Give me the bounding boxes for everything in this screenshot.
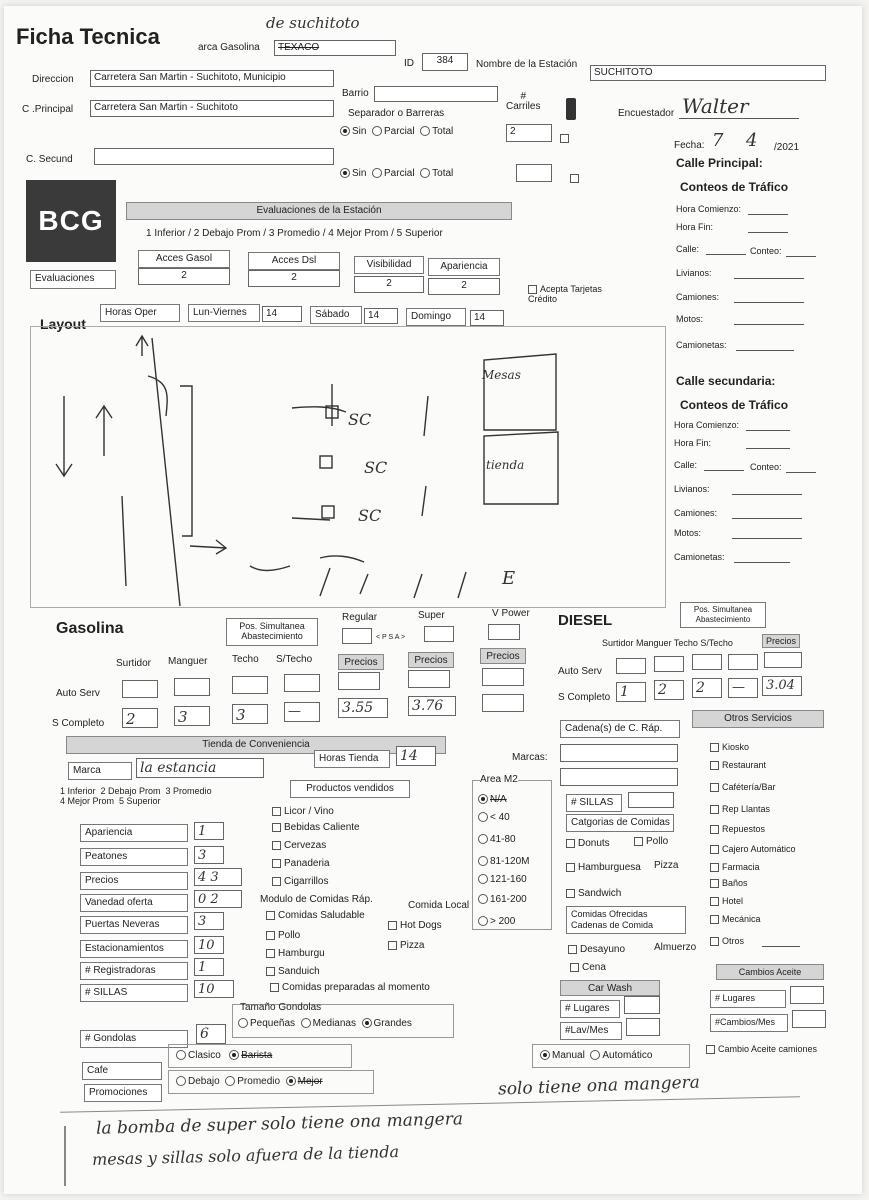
cadena-sillas-field[interactable] — [628, 792, 674, 808]
layout-mesas: Mesas — [482, 368, 521, 382]
conteo-2: Conteo: — [750, 462, 782, 472]
gas-as-surtidor[interactable] — [122, 680, 158, 698]
gas-precios-3: Precios — [480, 648, 526, 664]
cambios-title: Cambios Aceite — [716, 964, 824, 980]
gas-sc-surtidor[interactable]: 2 — [122, 708, 158, 728]
gas-surtidor-header: Surtidor — [116, 658, 152, 669]
cat-pollo[interactable]: Pollo — [634, 836, 668, 847]
diesel-title: DIESEL — [558, 612, 613, 629]
tienda-row-label-2: Precios — [80, 872, 188, 890]
gondolas-field[interactable]: 6 — [196, 1024, 226, 1044]
encuestador-label: Encuestador — [618, 108, 675, 119]
csecund-label: C. Secund — [26, 154, 73, 165]
comidas-ofrecidas-label: Comidas Ofrecidas Cadenas de Comida — [566, 906, 686, 934]
fecha-day: 7 — [712, 130, 724, 151]
gondolas-label: # Gondolas — [80, 1030, 188, 1048]
sabado-label: Sábado — [310, 306, 362, 324]
promo-options[interactable]: Debajo Promedio Mejor — [176, 1076, 323, 1087]
camionetas-2: Camionetas: — [674, 552, 725, 562]
tienda-title: Tienda de Conveniencia — [66, 736, 446, 754]
carriles2-check[interactable] — [570, 170, 582, 188]
comida-pizza[interactable]: Pizza — [388, 940, 424, 951]
fecha-label: Fecha: — [674, 140, 705, 151]
traffic-light-icon — [566, 98, 576, 120]
tienda-row-label-4: Puertas Neveras — [80, 916, 188, 934]
lun-viernes-field[interactable]: 14 — [262, 306, 302, 322]
diesel-sc-techo[interactable]: 2 — [692, 678, 722, 698]
layout-sc-2: SC — [364, 458, 388, 477]
layout-sketch — [30, 326, 666, 608]
horas-oper-label: Horas Oper — [100, 304, 180, 322]
horas-tienda-field[interactable]: 14 — [396, 746, 436, 766]
cafe-label: Cafe — [82, 1062, 162, 1080]
diesel-headers: Surtidor Manguer Techo S/Techo — [602, 638, 733, 648]
form-page — [4, 6, 862, 1194]
marcas-label: Marcas: — [512, 752, 548, 763]
cambios-lugares-label: # Lugares — [710, 990, 786, 1008]
horas-tienda-label: Horas Tienda — [314, 750, 390, 768]
carriles-field[interactable]: 2 — [506, 124, 552, 142]
area-option-1[interactable]: < 40 — [478, 812, 510, 823]
layout-title: Layout — [40, 316, 86, 332]
csecund-field[interactable] — [94, 148, 334, 165]
promociones-label: Promociones — [84, 1084, 162, 1102]
tienda-row-value-3[interactable]: 0 2 — [194, 890, 242, 908]
calle-1: Calle: — [676, 244, 700, 254]
acces-gasol-label: Acces Gasol — [138, 250, 230, 268]
carwash-lavmes-field[interactable] — [626, 1018, 660, 1036]
producto-4[interactable]: Cigarrillos — [272, 876, 328, 887]
diesel-sc-surtidor[interactable]: 1 — [616, 682, 646, 702]
note-line-2: la bomba de super solo tiene ona mangera — [95, 1109, 464, 1139]
producto-1[interactable]: Bebidas Caliente — [272, 822, 360, 833]
gas-as-price-2[interactable] — [408, 670, 450, 688]
otros-item-4[interactable]: Repuestos — [710, 824, 765, 834]
gas-as-price-3[interactable] — [482, 668, 524, 686]
acces-gasol-field[interactable]: 2 — [138, 268, 230, 285]
note-line-3: mesas y sillas solo afuera de la tienda — [91, 1141, 400, 1170]
marca-field[interactable]: TEXACO — [274, 40, 396, 56]
comida-sanduich[interactable]: Sanduich — [266, 966, 320, 977]
tienda-row-value-0[interactable]: 1 — [194, 822, 224, 840]
diesel-s-completo-label: S Completo — [558, 692, 611, 703]
conteos-title-1: Conteos de Tráfico — [680, 180, 789, 194]
producto-3[interactable]: Panaderia — [272, 858, 330, 869]
otros-item-8[interactable]: Hotel — [710, 896, 743, 906]
cat-donuts[interactable]: Donuts — [566, 838, 610, 849]
conteo-1: Conteo: — [750, 246, 782, 256]
cat-desayuno[interactable]: Desayuno — [568, 944, 625, 955]
barrio-label: Barrio — [342, 88, 369, 99]
tienda-row-value-1[interactable]: 3 — [194, 846, 224, 864]
diesel-as-manguer[interactable] — [654, 656, 684, 672]
camiones-2: Camiones: — [674, 508, 718, 518]
calle-2: Calle: — [674, 460, 698, 470]
gas-auto-serv-label: Auto Serv — [56, 688, 100, 699]
gas-as-price-1[interactable] — [338, 672, 380, 690]
diesel-sc-manguer[interactable]: 2 — [654, 680, 684, 700]
otros-item-2[interactable]: Cafétería/Bar — [710, 782, 776, 792]
productos-title: Productos vendidos — [290, 780, 410, 798]
evaluaciones-label: Evaluaciones — [30, 270, 116, 289]
id-field[interactable]: 384 — [422, 53, 468, 71]
area-option-5[interactable]: 161-200 — [478, 894, 527, 905]
barrio-field[interactable] — [374, 86, 498, 102]
id-label: ID — [404, 58, 414, 69]
cat-cena[interactable]: Cena — [570, 962, 606, 973]
diesel-sc-stecho[interactable]: — — [728, 678, 758, 698]
lun-viernes-label: Lun-Viernes — [188, 304, 260, 322]
diesel-as-price[interactable] — [764, 652, 802, 668]
diesel-as-stecho[interactable] — [728, 654, 758, 670]
cambios-mes-label: #Cambios/Mes — [710, 1014, 788, 1032]
cprincipal-field[interactable]: Carretera San Martin - Suchitoto — [90, 100, 334, 117]
comida-saludable[interactable]: Comidas Saludable — [266, 910, 365, 921]
regular-label: Regular — [342, 612, 378, 623]
carwash-lugares-field[interactable] — [624, 996, 660, 1014]
livianos-1: Livianos: — [676, 268, 712, 278]
super-label: Super — [418, 610, 445, 621]
livianos-2: Livianos: — [674, 484, 710, 494]
gas-stecho-header: S/Techo — [276, 654, 313, 665]
diesel-pos-sim: Pos. Simultanea Abastecimiento — [680, 602, 766, 628]
vpower-pos-box[interactable] — [488, 624, 520, 640]
cambios-mes-field[interactable] — [792, 1010, 826, 1028]
camionetas-1: Camionetas: — [676, 340, 727, 350]
note-line-1: solo tiene ona mangera — [497, 1072, 701, 1100]
visibilidad-field[interactable]: 2 — [354, 276, 424, 293]
diesel-precios: Precios — [762, 634, 800, 648]
gas-as-techo[interactable] — [232, 676, 268, 694]
notes-edge — [64, 1126, 66, 1186]
cambio-camiones[interactable]: Cambio Aceite camiones — [706, 1044, 817, 1054]
domingo-field[interactable]: 14 — [470, 310, 504, 326]
gas-precios-1: Precios — [338, 654, 384, 670]
otros-item-9[interactable]: Mecánica — [710, 914, 761, 924]
cadena-field-2[interactable] — [560, 768, 678, 786]
estacion-label: Nombre de la Estación — [476, 59, 578, 70]
gasolina-title: Gasolina — [56, 620, 124, 637]
cat-almuerzo: Almuerzo — [654, 942, 697, 953]
cadena-title: Cadena(s) de C. Ráp. — [560, 720, 680, 738]
area-option-0[interactable]: N/A — [478, 794, 507, 805]
otros-item-6[interactable]: Farmacia — [710, 862, 760, 872]
conteos-title-2: Conteos de Tráfico — [680, 398, 789, 412]
separador-label: Separador o Barreras — [348, 108, 445, 119]
diesel-auto-serv-label: Auto Serv — [558, 666, 602, 677]
tarjetas-option[interactable]: Acepta Tarjetas Crédito — [528, 284, 602, 305]
tienda-row-label-7: # SILLAS — [80, 984, 188, 1002]
tienda-row-label-0: Apariencia — [80, 824, 188, 842]
diesel-as-surtidor[interactable] — [616, 658, 646, 674]
tamano-label: Tamaño Gondolas — [240, 1002, 322, 1013]
cadena-sillas-label: # SILLAS — [566, 794, 622, 812]
gas-manguer-header: Manguer — [168, 656, 208, 667]
super-pos-box[interactable] — [424, 626, 454, 642]
otros-item-10[interactable]: Otros — [710, 936, 744, 946]
otros-item-0[interactable]: Kiosko — [710, 742, 749, 752]
producto-2[interactable]: Cervezas — [272, 840, 326, 851]
evaluaciones-title: Evaluaciones de la Estación — [126, 202, 512, 220]
gas-sc-manguer[interactable]: 3 — [174, 706, 210, 726]
camiones-1: Camiones: — [676, 292, 720, 302]
comida-preparadas[interactable]: Comidas preparadas al momento — [270, 982, 430, 993]
carriles-label: # Carriles — [506, 91, 541, 112]
modulo-label: Modulo de Comidas Ráp. — [260, 894, 373, 905]
cambios-lugares-field[interactable] — [790, 986, 824, 1004]
hora-comienzo-2: Hora Comienzo: — [674, 420, 740, 430]
acces-dsl-label: Acces Dsl — [248, 252, 340, 270]
comida-hamburgu[interactable]: Hamburgu — [266, 948, 325, 959]
vpower-label: V Power — [492, 608, 530, 619]
acces-dsl-field[interactable]: 2 — [248, 270, 340, 287]
gas-precios-2: Precios — [408, 652, 454, 668]
encuestador-value: Walter — [682, 94, 749, 118]
carriles2-field[interactable] — [516, 164, 552, 182]
gas-techo-header: Techo — [232, 654, 259, 665]
hora-fin-2: Hora Fin: — [674, 438, 712, 448]
marca-label: arca Gasolina — [198, 42, 260, 53]
area-title: Area M2 — [480, 774, 518, 785]
direccion-field[interactable]: Carretera San Martin - Suchitoto, Municipio — [90, 70, 334, 87]
producto-0[interactable]: Licor / Vino — [272, 806, 334, 817]
layout-sc-1: SC — [348, 410, 372, 429]
motos-1: Motos: — [676, 314, 704, 324]
cprincipal-label: C .Principal — [22, 104, 74, 115]
apariencia-label: Apariencia — [428, 258, 500, 276]
estacion-field[interactable]: SUCHITOTO — [590, 65, 826, 81]
tienda-row-value-2[interactable]: 4 3 — [194, 868, 242, 886]
calle-principal-title: Calle Principal: — [676, 156, 763, 170]
area-option-6[interactable]: > 200 — [478, 916, 515, 927]
evaluaciones-scale: 1 Inferior / 2 Debajo Prom / 3 Promedio / 4 Mejor Prom / 5 Superior — [146, 228, 443, 239]
otros-item-3[interactable]: Rep Llantas — [710, 804, 770, 814]
area-option-3[interactable]: 81-120M — [478, 856, 529, 867]
tienda-row-label-5: Estacionamientos — [80, 940, 188, 958]
tienda-row-value-4[interactable]: 3 — [194, 912, 224, 930]
layout-tienda: tienda — [486, 458, 525, 472]
diesel-sc-price[interactable]: 3.04 — [762, 676, 802, 696]
form-title: Ficha Tecnica — [16, 24, 160, 49]
tamano-options[interactable]: Pequeñas Medianas Grandes — [238, 1018, 412, 1029]
fecha-month: 4 — [746, 130, 758, 151]
otros-item-1[interactable]: Restaurant — [710, 760, 766, 770]
gas-sc-price-super[interactable]: 3.76 — [408, 696, 456, 716]
cadena-field-1[interactable] — [560, 744, 678, 762]
comida-local-label: Comida Local — [408, 900, 470, 911]
gasolina-pos-sim: Pos. Simultanea Abastecimiento — [226, 618, 318, 646]
comida-pollo[interactable]: Pollo — [266, 930, 300, 941]
cat-sandwich[interactable]: Sandwich — [566, 888, 621, 899]
apariencia-field[interactable]: 2 — [428, 278, 500, 295]
gas-sc-price-regular[interactable]: 3.55 — [338, 698, 388, 718]
cat-pizza: Pizza — [654, 860, 679, 871]
calle-secundaria-title: Calle secundaria: — [676, 374, 776, 388]
categorias-label: Catgorias de Comidas — [566, 814, 674, 832]
domingo-label: Domingo — [406, 308, 466, 326]
carwash-lavmes-label: #Lav/Mes — [560, 1022, 622, 1040]
tienda-marca-field[interactable]: la estancia — [136, 758, 264, 778]
separador2-options[interactable]: Sin Parcial Total — [340, 168, 453, 179]
visibilidad-label: Visibilidad — [354, 256, 424, 274]
otros-item-7[interactable]: Baños — [710, 878, 748, 888]
tienda-row-label-3: Vanedad oferta — [80, 894, 188, 912]
gas-sc-stecho[interactable]: — — [284, 702, 320, 722]
separador-options[interactable]: Sin Parcial Total — [340, 126, 453, 137]
carwash-lugares-label: # Lugares — [560, 1000, 620, 1018]
gas-as-manguer[interactable] — [174, 678, 210, 696]
carwash-type-options[interactable]: Manual Automático — [540, 1050, 652, 1061]
area-option-4[interactable]: 121-160 — [478, 874, 527, 885]
gas-sc-price-vpower[interactable] — [482, 694, 524, 712]
tienda-row-label-6: # Registradoras — [80, 962, 188, 980]
layout-sc-3: SC — [358, 506, 382, 525]
layout-e: E — [502, 568, 516, 589]
tienda-row-value-6[interactable]: 1 — [194, 958, 224, 976]
fecha-year: /2021 — [774, 142, 800, 153]
marca-note: de suchitoto — [266, 14, 360, 32]
direccion-label: Direccion — [32, 74, 74, 85]
cat-hamburguesa[interactable]: Hamburguesa — [566, 862, 641, 873]
regular-pos-box[interactable] — [342, 628, 372, 644]
otros-title: Otros Servicios — [692, 710, 824, 728]
gas-as-stecho[interactable] — [284, 674, 320, 692]
area-option-2[interactable]: 41-80 — [478, 834, 516, 845]
gas-s-completo-label: S Completo — [52, 718, 105, 729]
carriles-check[interactable] — [560, 130, 572, 148]
cafe-options[interactable]: Clasico Barista — [176, 1050, 272, 1061]
tienda-row-value-7[interactable]: 10 — [194, 980, 234, 998]
hora-comienzo-1: Hora Comienzo: — [676, 204, 742, 214]
bcg-logo: BCG — [26, 180, 116, 262]
gas-sc-techo[interactable]: 3 — [232, 704, 268, 724]
tienda-row-label-1: Peatones — [80, 848, 188, 866]
diesel-as-techo[interactable] — [692, 654, 722, 670]
carwash-title: Car Wash — [560, 980, 660, 996]
tienda-row-value-5[interactable]: 10 — [194, 936, 224, 954]
comida-hotdogs[interactable]: Hot Dogs — [388, 920, 442, 931]
motos-2: Motos: — [674, 528, 702, 538]
psa-label: < P S A > — [376, 634, 406, 641]
hora-fin-1: Hora Fin: — [676, 222, 714, 232]
otros-item-5[interactable]: Cajero Automático — [710, 844, 796, 854]
tienda-marca-label: Marca — [68, 762, 132, 780]
tienda-scale: 1 Inferior 2 Debajo Prom 3 Promedio 4 Mejor Prom 5 Superior — [60, 786, 212, 806]
sabado-field[interactable]: 14 — [364, 308, 398, 324]
